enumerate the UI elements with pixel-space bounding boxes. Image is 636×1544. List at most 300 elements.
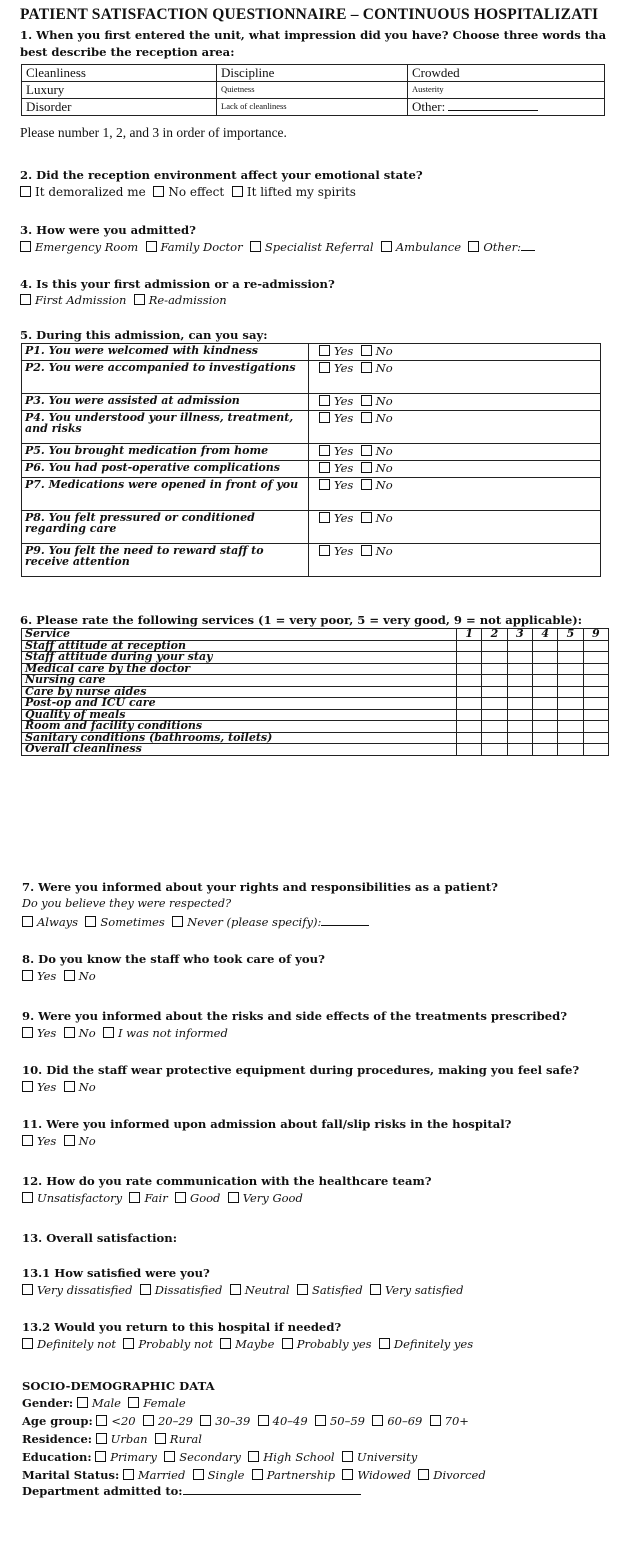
q5-statement: P2. You were accompanied to investigations <box>22 361 309 394</box>
checkbox[interactable] <box>319 545 330 556</box>
q6-rating-cell[interactable] <box>457 652 482 664</box>
checkbox[interactable] <box>20 186 31 197</box>
option-label: Very dissatisfied <box>37 1283 133 1297</box>
q6-rating-cell[interactable] <box>532 686 557 698</box>
q6-rating-cell[interactable] <box>583 640 608 652</box>
q6-service: Post-op and ICU care <box>22 698 457 710</box>
q6-rating-cell[interactable] <box>558 652 583 664</box>
q9-options <box>22 1026 228 1040</box>
q4-question: 4. Is this your first admission or a re-admission? <box>20 277 335 291</box>
q6-rating-cell[interactable] <box>583 744 608 756</box>
option-label: Sometimes <box>100 915 165 929</box>
checkbox[interactable] <box>319 412 330 423</box>
q1-impression-table <box>21 64 605 116</box>
q6-rating-cell[interactable] <box>457 709 482 721</box>
q6-rating-cell[interactable] <box>482 663 507 675</box>
checkbox[interactable] <box>22 1081 33 1092</box>
checkbox[interactable] <box>361 512 372 523</box>
checkbox[interactable] <box>134 294 145 305</box>
checkbox[interactable] <box>140 1284 151 1295</box>
option-label: Yes <box>37 1134 57 1148</box>
checkbox[interactable] <box>361 362 372 373</box>
q6-rating-cell[interactable] <box>507 640 532 652</box>
q2-options <box>20 185 356 199</box>
option-label: Never (please specify): <box>187 915 322 929</box>
q6-rating-cell[interactable] <box>482 732 507 744</box>
option-label: No <box>78 969 96 983</box>
q6-rating-cell[interactable] <box>583 663 608 675</box>
yes-label: Yes <box>334 411 354 425</box>
q6-rating-cell[interactable] <box>507 709 532 721</box>
q5-table <box>21 343 601 577</box>
checkbox[interactable] <box>200 1415 211 1426</box>
q7-specify-blank[interactable] <box>321 925 369 926</box>
q8-options <box>22 969 96 983</box>
q1-note: Please number 1, 2, and 3 in order of importance. <box>20 125 287 140</box>
q13-heading: 13. Overall satisfaction: <box>22 1231 177 1245</box>
q1-option[interactable]: Cleanliness <box>22 65 217 82</box>
q6-rating-cell[interactable] <box>507 675 532 687</box>
q11-question: 11. Were you informed upon admission about fall/slip risks in the hospital? <box>22 1117 512 1131</box>
option-label: Yes <box>37 1080 57 1094</box>
q1-option-other[interactable] <box>408 99 605 116</box>
checkbox[interactable] <box>319 512 330 523</box>
q6-rating-cell[interactable] <box>507 744 532 756</box>
checkbox[interactable] <box>258 1415 269 1426</box>
option-label: Specialist Referral <box>264 240 374 254</box>
q1-option[interactable]: Crowded <box>408 65 605 82</box>
q1-option[interactable]: Disorder <box>22 99 217 116</box>
option-label: Good <box>190 1191 221 1205</box>
option-label: Probably not <box>138 1337 213 1351</box>
option-label: Primary <box>110 1450 157 1464</box>
q6-rating-cell[interactable] <box>532 732 557 744</box>
q6-rating-cell[interactable] <box>532 721 557 733</box>
option-label: University <box>356 1450 418 1464</box>
q10-question: 10. Did the staff wear protective equipment during procedures, making you feel safe? <box>22 1063 580 1077</box>
option-label: Yes <box>37 969 57 983</box>
q6-rating-cell[interactable] <box>583 732 608 744</box>
checkbox[interactable] <box>297 1284 308 1295</box>
q6-scale-header: 4 <box>532 629 557 641</box>
q10-options <box>22 1080 96 1094</box>
q5-answer <box>309 344 601 361</box>
q5-statement: P8. You felt pressured or conditioned regarding care <box>22 511 309 544</box>
q6-rating-cell[interactable] <box>558 675 583 687</box>
checkbox[interactable] <box>361 445 372 456</box>
option-label: 20–29 <box>157 1414 193 1428</box>
checkbox[interactable] <box>228 1192 239 1203</box>
q11-options <box>22 1134 96 1148</box>
checkbox[interactable] <box>319 462 330 473</box>
q6-service: Care by nurse aides <box>22 686 457 698</box>
q6-rating-cell[interactable] <box>532 698 557 710</box>
option-label: Urban <box>110 1432 148 1446</box>
option-label: Neutral <box>244 1283 290 1297</box>
q6-rating-cell[interactable] <box>558 640 583 652</box>
q6-rating-cell[interactable] <box>482 652 507 664</box>
yes-label: Yes <box>334 478 354 492</box>
gender-label: Gender: <box>22 1396 74 1410</box>
option-label: Fair <box>144 1191 168 1205</box>
checkbox[interactable] <box>22 1338 33 1349</box>
q6-scale-header: 9 <box>583 629 608 641</box>
no-label: No <box>375 444 393 458</box>
option-label: No effect <box>168 185 225 199</box>
q1-option[interactable]: Discipline <box>217 65 408 82</box>
yes-label: Yes <box>334 444 354 458</box>
q1-option[interactable]: Austerity <box>408 82 605 99</box>
checkbox[interactable] <box>319 395 330 406</box>
option-label: Divorced <box>433 1468 486 1482</box>
q6-rating-cell[interactable] <box>507 721 532 733</box>
q6-rating-cell[interactable] <box>558 698 583 710</box>
q5-answer <box>309 478 601 511</box>
option-label: Female <box>143 1396 186 1410</box>
checkbox[interactable] <box>103 1027 114 1038</box>
socio-heading: SOCIO-DEMOGRAPHIC DATA <box>22 1379 215 1393</box>
q1-option[interactable]: Luxury <box>22 82 217 99</box>
q6-rating-cell[interactable] <box>457 640 482 652</box>
checkbox[interactable] <box>418 1469 429 1480</box>
q6-rating-cell[interactable] <box>457 686 482 698</box>
residence-row <box>22 1432 202 1446</box>
checkbox[interactable] <box>22 1192 33 1203</box>
q1-other-blank[interactable] <box>448 110 538 111</box>
no-label: No <box>375 344 393 358</box>
department-field[interactable] <box>183 1484 361 1495</box>
checkbox[interactable] <box>22 1284 33 1295</box>
marital-label: Marital Status: <box>22 1468 120 1482</box>
q6-rating-cell[interactable] <box>532 663 557 675</box>
age-row <box>22 1414 469 1428</box>
option-label: 70+ <box>444 1414 469 1428</box>
option-label: No <box>78 1080 96 1094</box>
checkbox[interactable] <box>146 241 157 252</box>
q6-scale-header: 2 <box>482 629 507 641</box>
q6-rating-cell[interactable] <box>558 709 583 721</box>
q6-rating-cell[interactable] <box>507 663 532 675</box>
option-label: Satisfied <box>311 1283 363 1297</box>
q5-statement: P7. Medications were opened in front of you <box>22 478 309 511</box>
q5-answer <box>309 461 601 478</box>
q6-rating-table <box>21 628 609 756</box>
q5-answer <box>309 544 601 577</box>
q5-answer <box>309 411 601 444</box>
checkbox[interactable] <box>20 294 31 305</box>
q6-service: Medical care by the doctor <box>22 663 457 675</box>
checkbox[interactable] <box>96 1415 107 1426</box>
q6-rating-cell[interactable] <box>532 675 557 687</box>
q1-other-label: Other: <box>412 99 446 114</box>
no-label: No <box>375 544 393 558</box>
checkbox[interactable] <box>361 395 372 406</box>
q3-other-blank[interactable] <box>521 250 535 251</box>
q5-statement: P6. You had post-operative complications <box>22 461 309 478</box>
q5-statement: P3. You were assisted at admission <box>22 394 309 411</box>
option-label: High School <box>263 1450 335 1464</box>
q13-1-question: 13.1 How satisfied were you? <box>22 1266 210 1280</box>
checkbox[interactable] <box>123 1338 134 1349</box>
option-label: 50–59 <box>329 1414 366 1428</box>
q6-rating-cell[interactable] <box>532 652 557 664</box>
q6-rating-cell[interactable] <box>482 640 507 652</box>
option-label: Dissatisfied <box>154 1283 223 1297</box>
option-label: Maybe <box>235 1337 275 1351</box>
option-label: 30–39 <box>215 1414 251 1428</box>
checkbox[interactable] <box>155 1433 166 1444</box>
checkbox[interactable] <box>232 186 243 197</box>
q6-scale-header: 1 <box>457 629 482 641</box>
checkbox[interactable] <box>64 1027 75 1038</box>
yes-label: Yes <box>334 361 354 375</box>
q6-rating-cell[interactable] <box>482 698 507 710</box>
q6-rating-cell[interactable] <box>558 732 583 744</box>
checkbox[interactable] <box>361 345 372 356</box>
q5-statement: P5. You brought medication from home <box>22 444 309 461</box>
q1-option[interactable]: Quietness <box>217 82 408 99</box>
q12-options <box>22 1191 303 1205</box>
checkbox[interactable] <box>95 1451 106 1462</box>
checkbox[interactable] <box>248 1451 259 1462</box>
checkbox[interactable] <box>319 445 330 456</box>
q6-service: Sanitary conditions (bathrooms, toilets) <box>22 732 457 744</box>
q6-rating-cell[interactable] <box>457 663 482 675</box>
q6-rating-cell[interactable] <box>482 744 507 756</box>
no-label: No <box>375 411 393 425</box>
q5-statement: P9. You felt the need to reward staff to receive attention <box>22 544 309 577</box>
checkbox[interactable] <box>193 1469 204 1480</box>
department-label: Department admitted to: <box>22 1484 183 1498</box>
option-label: I was not informed <box>117 1026 228 1040</box>
checkbox[interactable] <box>85 916 96 927</box>
q13-1-options <box>22 1283 464 1297</box>
q6-rating-cell[interactable] <box>457 732 482 744</box>
q6-rating-cell[interactable] <box>507 686 532 698</box>
option-label: Very satisfied <box>385 1283 464 1297</box>
checkbox[interactable] <box>129 1192 140 1203</box>
q2-question: 2. Did the reception environment affect your emotional state? <box>20 168 423 182</box>
checkbox[interactable] <box>22 1135 33 1146</box>
q8-question: 8. Do you know the staff who took care of you? <box>22 952 325 966</box>
q7-question: 7. Were you informed about your rights and responsibilities as a patient? <box>22 880 498 894</box>
q6-rating-cell[interactable] <box>457 721 482 733</box>
q6-rating-cell[interactable] <box>532 744 557 756</box>
q12-question: 12. How do you rate communication with the healthcare team? <box>22 1174 432 1188</box>
checkbox[interactable] <box>220 1338 231 1349</box>
q6-rating-cell[interactable] <box>558 721 583 733</box>
age-label: Age group: <box>22 1414 93 1428</box>
option-label: Unsatisfactory <box>37 1191 123 1205</box>
checkbox[interactable] <box>22 916 33 927</box>
q1-question-line1: 1. When you first entered the unit, what impression did you have? Choose three words tha <box>20 28 607 42</box>
checkbox[interactable] <box>361 479 372 490</box>
checkbox[interactable] <box>22 1027 33 1038</box>
residence-label: Residence: <box>22 1432 92 1446</box>
q6-rating-cell[interactable] <box>558 744 583 756</box>
option-label: Rural <box>169 1432 202 1446</box>
option-label: Married <box>137 1468 186 1482</box>
option-label: Re-admission <box>148 293 227 307</box>
checkbox[interactable] <box>282 1338 293 1349</box>
q6-service: Nursing care <box>22 675 457 687</box>
checkbox[interactable] <box>153 186 164 197</box>
checkbox[interactable] <box>361 462 372 473</box>
checkbox[interactable] <box>315 1415 326 1426</box>
checkbox[interactable] <box>175 1192 186 1203</box>
q6-rating-cell[interactable] <box>482 686 507 698</box>
no-label: No <box>375 461 393 475</box>
q6-rating-cell[interactable] <box>482 721 507 733</box>
option-label: 60–69 <box>387 1414 423 1428</box>
option-label: Always <box>37 915 79 929</box>
option-label: Other: <box>483 240 521 254</box>
q7-options <box>22 915 369 929</box>
q6-rating-cell[interactable] <box>507 652 532 664</box>
q1-option[interactable]: Lack of cleanliness <box>217 99 408 116</box>
checkbox[interactable] <box>96 1433 107 1444</box>
option-label: Probably yes <box>296 1337 372 1351</box>
q6-service: Staff attitude at reception <box>22 640 457 652</box>
option-label: Partnership <box>266 1468 336 1482</box>
checkbox[interactable] <box>319 362 330 373</box>
q5-answer <box>309 361 601 394</box>
option-label: Single <box>207 1468 245 1482</box>
checkbox[interactable] <box>370 1284 381 1295</box>
q6-rating-cell[interactable] <box>583 675 608 687</box>
checkbox[interactable] <box>319 345 330 356</box>
q6-rating-cell[interactable] <box>583 652 608 664</box>
checkbox[interactable] <box>64 1081 75 1092</box>
q6-scale-header: 5 <box>558 629 583 641</box>
option-label: No <box>78 1134 96 1148</box>
yes-label: Yes <box>334 544 354 558</box>
q13-2-question: 13.2 Would you return to this hospital if needed? <box>22 1320 342 1334</box>
option-label: Yes <box>37 1026 57 1040</box>
q6-rating-cell[interactable] <box>558 663 583 675</box>
q6-rating-cell[interactable] <box>482 709 507 721</box>
q13-2-options <box>22 1337 473 1351</box>
checkbox[interactable] <box>172 916 183 927</box>
no-label: No <box>375 478 393 492</box>
q6-rating-cell[interactable] <box>532 640 557 652</box>
q6-rating-cell[interactable] <box>583 709 608 721</box>
q6-rating-cell[interactable] <box>507 698 532 710</box>
q6-rating-cell[interactable] <box>482 675 507 687</box>
no-label: No <box>375 394 393 408</box>
option-label: 40–49 <box>272 1414 308 1428</box>
q6-rating-cell[interactable] <box>457 698 482 710</box>
q6-header-service: Service <box>22 629 457 641</box>
q5-answer <box>309 394 601 411</box>
yes-label: Yes <box>334 461 354 475</box>
education-label: Education: <box>22 1450 92 1464</box>
yes-label: Yes <box>334 511 354 525</box>
gender-row <box>22 1396 186 1410</box>
q5-question: 5. During this admission, can you say: <box>20 328 268 342</box>
department-row <box>22 1484 361 1498</box>
q6-question: 6. Please rate the following services (1 = very poor, 5 = very good, 9 = not applicable): <box>20 613 583 627</box>
q6-scale-header: 3 <box>507 629 532 641</box>
q7-subquestion: Do you believe they were respected? <box>22 897 232 910</box>
checkbox[interactable] <box>252 1469 263 1480</box>
checkbox[interactable] <box>20 241 31 252</box>
checkbox[interactable] <box>250 241 261 252</box>
checkbox[interactable] <box>230 1284 241 1295</box>
option-label: Widowed <box>357 1468 411 1482</box>
checkbox[interactable] <box>319 479 330 490</box>
checkbox[interactable] <box>430 1415 441 1426</box>
option-label: Secondary <box>179 1450 241 1464</box>
q6-rating-cell[interactable] <box>507 732 532 744</box>
yes-label: Yes <box>334 394 354 408</box>
checkbox[interactable] <box>379 1338 390 1349</box>
option-label: Male <box>91 1396 121 1410</box>
checkbox[interactable] <box>372 1415 383 1426</box>
checkbox[interactable] <box>342 1469 353 1480</box>
checkbox[interactable] <box>361 545 372 556</box>
q3-options <box>20 240 535 254</box>
yes-label: Yes <box>334 344 354 358</box>
q6-rating-cell[interactable] <box>457 675 482 687</box>
no-label: No <box>375 511 393 525</box>
option-label: Emergency Room <box>35 240 139 254</box>
q5-answer <box>309 444 601 461</box>
form-title: PATIENT SATISFACTION QUESTIONNAIRE – CONTINUOUS HOSPITALIZATI <box>20 6 599 23</box>
checkbox[interactable] <box>164 1451 175 1462</box>
option-label: No <box>78 1026 96 1040</box>
q6-service: Staff attitude during your stay <box>22 652 457 664</box>
checkbox[interactable] <box>64 1135 75 1146</box>
q6-rating-cell[interactable] <box>558 686 583 698</box>
q6-service: Quality of meals <box>22 709 457 721</box>
q6-rating-cell[interactable] <box>583 698 608 710</box>
q6-rating-cell[interactable] <box>457 744 482 756</box>
q4-options <box>20 293 227 307</box>
q6-rating-cell[interactable] <box>583 721 608 733</box>
checkbox[interactable] <box>468 241 479 252</box>
option-label: Definitely yes <box>393 1337 474 1351</box>
option-label: Ambulance <box>395 240 462 254</box>
option-label: Definitely not <box>37 1337 116 1351</box>
q1-question-line2: best describe the reception area: <box>20 45 235 59</box>
q6-service: Overall cleanliness <box>22 744 457 756</box>
q5-statement: P4. You understood your illness, treatment, and risks <box>22 411 309 444</box>
checkbox[interactable] <box>77 1397 88 1408</box>
checkbox[interactable] <box>342 1451 353 1462</box>
q5-statement: P1. You were welcomed with kindness <box>22 344 309 361</box>
q6-service: Room and facility conditions <box>22 721 457 733</box>
education-row <box>22 1450 417 1464</box>
option-label: <20 <box>111 1414 136 1428</box>
q6-rating-cell[interactable] <box>532 709 557 721</box>
option-label: Very Good <box>242 1191 303 1205</box>
checkbox[interactable] <box>381 241 392 252</box>
option-label: First Admission <box>35 293 127 307</box>
no-label: No <box>375 361 393 375</box>
checkbox[interactable] <box>22 970 33 981</box>
q6-rating-cell[interactable] <box>583 686 608 698</box>
option-label: It demoralized me <box>35 185 146 199</box>
checkbox[interactable] <box>123 1469 134 1480</box>
checkbox[interactable] <box>128 1397 139 1408</box>
checkbox[interactable] <box>361 412 372 423</box>
marital-row <box>22 1468 486 1482</box>
checkbox[interactable] <box>64 970 75 981</box>
q9-question: 9. Were you informed about the risks and side effects of the treatments prescribed? <box>22 1009 568 1023</box>
option-label: Family Doctor <box>160 240 243 254</box>
checkbox[interactable] <box>143 1415 154 1426</box>
